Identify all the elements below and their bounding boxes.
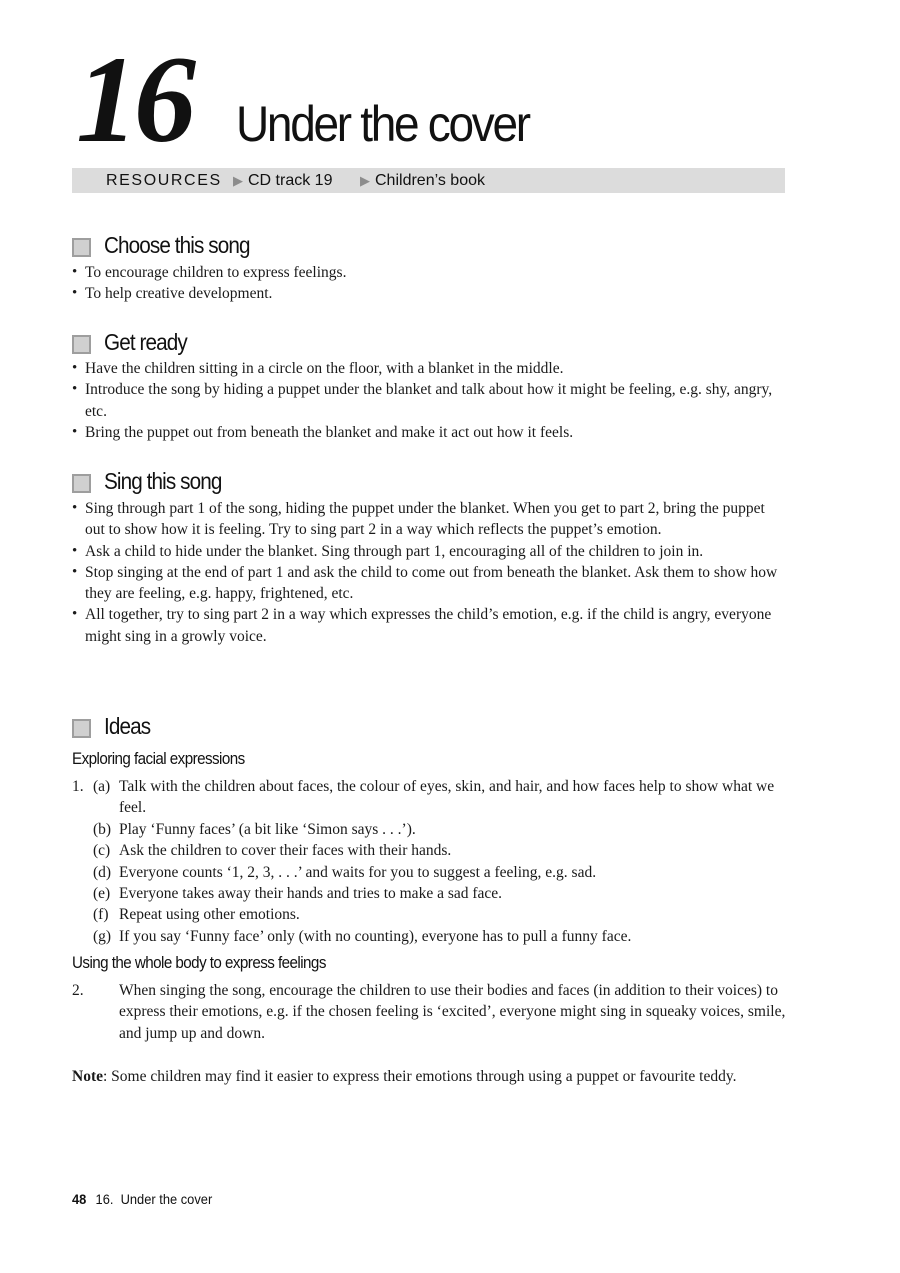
list-item: • All together, try to sing part 2 in a way which expresses the child’s emotion, e.g. if the child is angry, everyone might sing in a growly voice. <box>72 606 772 645</box>
list-item: (f) Repeat using other emotions. <box>93 906 300 924</box>
list-item: 1. (a) Talk with the children about faces, the colour of eyes, skin, and hair, and how faces help to show what we feel. <box>72 778 775 817</box>
play-arrow-icon: ▶ <box>360 173 370 188</box>
list-item: • Have the children sitting in a circle on the floor, with a blanket in the middle. <box>72 358 788 379</box>
checkbox-square-icon <box>72 719 91 738</box>
resources-label: RESOURCES <box>106 172 222 189</box>
chapter-number: 16 <box>76 31 192 168</box>
play-arrow-icon: ▶ <box>233 173 243 188</box>
bullet-icon: • <box>72 264 78 280</box>
chapter-title: Under the cover <box>236 96 529 152</box>
list-item: • To help creative development. <box>72 283 788 304</box>
page-footer <box>72 1189 212 1209</box>
list-item: (c) Ask the children to cover their faces with their hands. <box>93 842 452 860</box>
note-paragraph: Note: Some children may find it easier to express their emotions through using a puppet or favourite teddy. <box>72 1068 737 1085</box>
list-item: • Sing through part 1 of the song, hiding the puppet under the blanket. When you get to part 2, bring the puppet out to show how it is feeling. Try to sing part 2 in a way which reflects the puppet’s emotion. <box>72 500 765 539</box>
list-item: • Stop singing at the end of part 1 and ask the child to come out from beneath the blanket. Ask them to show how they are feeling, e.g. happy, frightened, etc. <box>72 563 778 603</box>
checkbox-square-icon <box>72 335 91 354</box>
bullet-icon: • <box>72 542 78 559</box>
sing-bullet-list <box>72 498 788 647</box>
list-item: • Ask a child to hide under the blanket. Sing through part 1, encouraging all of the children to join in. <box>72 541 788 562</box>
book-page: 16 Under the cover RESOURCES ▶ CD track 19 ▶ Children’s book Choose this song • To encourage children to express feelings. • To help creative development. Get ready • Have the children sitting in a circle on the floor, with a blanket in the middle. • Introduce the song by hiding a puppet under the blanket and talk about how it might be feeling, e.g. shy, angry, etc. • Bring the puppet out from beneath the blanket and make it act out how it feels. Sing this song • Sing through part 1 of the song, hiding the puppet under the blanket. When you get to part 2, bring the puppet out to show how it is feeling. Try to sing part 2 in a way which reflects the puppet’s emotion. • Ask a child to hide under the blanket. Sing through part 1, encouraging all of the children to join in. • Stop singing at the end of part 1 and ask the child to come out from beneath the blanket. Ask them to show how they are feeling, e.g. happy, frightened, etc. • All together, try to sing part 2 in a way which expresses the child’s emotion, e.g. if the child is angry, everyone might sing in a growly voice. Ideas Exploring facial expressions 1. (a) Talk with the children about faces, the colour of eyes, skin, and hair, and how faces help to show what we feel. (b) Play ‘Funny faces’ (a bit like ‘Simon says . . .’). (c) Ask the children to cover their faces with their hands. (d) Everyone counts ‘1, 2, 3, . . .’ and waits for you to suggest a feeling, e.g. sad. (e) Everyone takes away their hands and tries to make a sad face. (f) Repeat using other emotions. (g) If you say ‘Funny face’ only (with no counting), everyone has to pull a funny face. Using the whole body to express feelings 2. When singing the song, encourage the children to use their bodies and faces (in addition to their voices) to express their emotions, e.g. if the chosen feeling is ‘excited’, everyone might sing in squeaky voices, smile, and jump up and down. Note: Some children may find it easier to express their emotions through using a puppet or favourite teddy. 48 16. Under the cover <box>0 0 900 1273</box>
list-item: • Introduce the song by hiding a puppet under the blanket and talk about how it might be feeling, e.g. shy, angry, etc. <box>72 381 773 420</box>
bullet-icon: • <box>72 423 78 440</box>
list-item: 2. When singing the song, encourage the children to use their bodies and faces (in addition to their voices) to express their emotions, e.g. if the chosen feeling is ‘excited’, everyone might sing in squeaky voices, smile, and jump up and down. <box>72 982 786 1042</box>
bullet-icon: • <box>72 285 78 302</box>
page-number: 48 <box>72 1191 87 1207</box>
list-item: (e) Everyone takes away their hands and tries to make a sad face. <box>93 885 503 903</box>
resources-bar <box>72 168 785 193</box>
bullet-icon: • <box>72 381 78 398</box>
bullet-icon: • <box>72 606 78 623</box>
note-label: Note <box>72 1068 103 1085</box>
ready-bullet-list <box>72 358 788 443</box>
list-item: • Bring the puppet out from beneath the blanket and make it act out how it feels. <box>72 422 788 443</box>
list-item: • To encourage children to express feelings. <box>72 262 788 283</box>
checkbox-square-icon <box>72 474 91 493</box>
subheading-whole-body: Using the whole body to express feelings <box>72 954 326 972</box>
ideas-list-1 <box>72 776 788 947</box>
running-title: 16. Under the cover <box>95 1191 213 1207</box>
bullet-icon: • <box>72 563 78 580</box>
list-item: (d) Everyone counts ‘1, 2, 3, . . .’ and waits for you to suggest a feeling, e.g. sad. <box>93 863 597 881</box>
subheading-facial-expressions: Exploring facial expressions <box>72 750 245 768</box>
bullet-icon: • <box>72 500 78 516</box>
checkbox-square-icon <box>72 238 91 257</box>
choose-bullet-list <box>72 262 788 305</box>
bullet-icon: • <box>72 360 78 376</box>
list-item: (b) Play ‘Funny faces’ (a bit like ‘Simon says . . .’). <box>93 820 416 838</box>
resource-cd-track: ▶ CD track 19 <box>233 172 333 189</box>
ideas-list-2 <box>72 980 788 1044</box>
list-item: (g) If you say ‘Funny face’ only (with no counting), everyone has to pull a funny face. <box>93 927 632 945</box>
resource-childrens-book: ▶ Children’s book <box>360 172 485 189</box>
